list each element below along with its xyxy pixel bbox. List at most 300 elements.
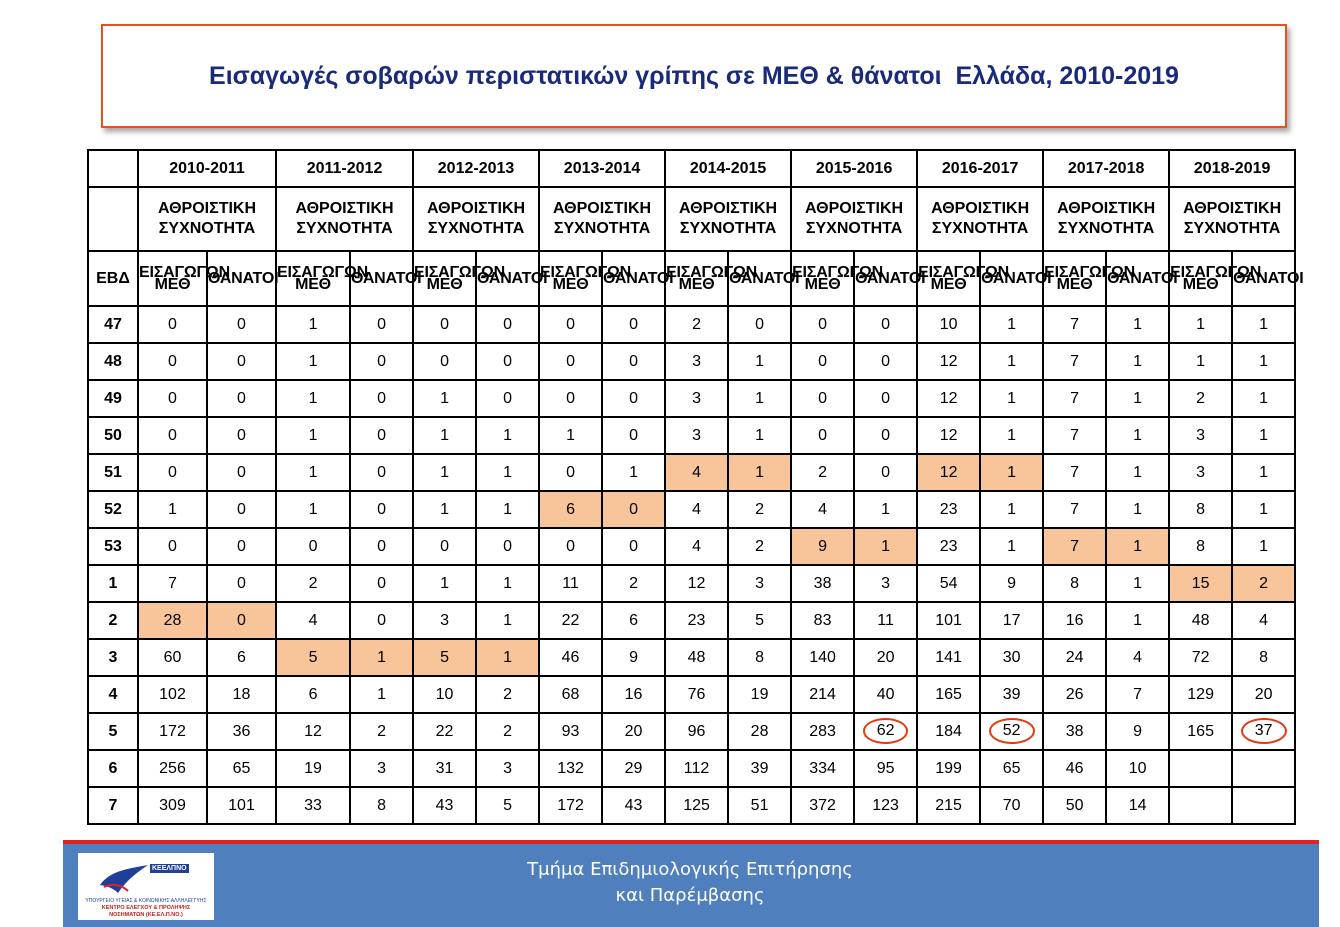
icu-admissions-cell: 0 <box>539 306 602 343</box>
deaths-cell: 0 <box>854 343 917 380</box>
icu-label-line-2: ΜΕΘ <box>295 275 331 293</box>
deaths-cell: 19 <box>728 676 791 713</box>
deaths-cell: 0 <box>207 565 276 602</box>
icu-admissions-cell: 1 <box>276 454 350 491</box>
icu-admissions-cell: 83 <box>791 602 854 639</box>
logo-tag: ΚΕΕΛΠΝΟ <box>152 865 187 872</box>
icu-admissions-subheader <box>917 251 1010 306</box>
icu-admissions-cell: 60 <box>138 639 207 676</box>
table-row <box>88 602 1295 639</box>
deaths-cell: 0 <box>854 417 917 454</box>
icu-admissions-cell: 96 <box>665 713 728 750</box>
icu-label-line-2: ΜΕΘ <box>930 275 967 293</box>
table-row <box>88 750 1295 787</box>
icu-admissions-cell: 68 <box>539 676 602 713</box>
icu-admissions-subheader <box>276 251 368 306</box>
deaths-cell: 4 <box>1232 602 1295 639</box>
icu-admissions-cell: 1 <box>276 306 350 343</box>
icu-admissions-cell: 172 <box>138 713 207 750</box>
icu-label-line-1: ΕΙΣΑΓΩΓΩΝ <box>1170 263 1262 281</box>
icu-admissions-cell: 1 <box>138 491 207 528</box>
deaths-cell: 3 <box>476 750 539 787</box>
deaths-cell: 28 <box>728 713 791 750</box>
deaths-cell: 1 <box>980 491 1043 528</box>
freq-line-1: ΑΘΡΟΙΣΤΙΚΗ <box>1183 200 1282 217</box>
icu-admissions-cell: 10 <box>413 676 476 713</box>
icu-admissions-cell: 0 <box>413 306 476 343</box>
deaths-cell: 65 <box>207 750 276 787</box>
season-header: 2015-2016 <box>791 150 917 187</box>
deaths-cell: 6 <box>207 639 276 676</box>
deaths-subheader: ΘΑΝΑΤΟΙ <box>602 251 665 306</box>
table-row <box>88 528 1295 565</box>
season-header: 2018-2019 <box>1169 150 1295 187</box>
icu-admissions-cell: 0 <box>413 528 476 565</box>
icu-admissions-cell: 0 <box>791 343 854 380</box>
footer-line-2: και Παρέμβασης <box>615 885 765 906</box>
season-header: 2013-2014 <box>539 150 665 187</box>
deaths-cell: 70 <box>980 787 1043 824</box>
deaths-cell: 3 <box>350 750 413 787</box>
deaths-cell: 51 <box>728 787 791 824</box>
season-header: 2014-2015 <box>665 150 791 187</box>
week-cell: 4 <box>88 676 138 713</box>
icu-admissions-cell: 12 <box>917 343 980 380</box>
deaths-cell: 18 <box>207 676 276 713</box>
cumulative-frequency-header <box>1043 187 1169 251</box>
freq-line-2: ΣΥΧΝΟΤΗΤΑ <box>296 220 393 237</box>
deaths-cell: 3 <box>728 565 791 602</box>
icu-admissions-cell: 1 <box>276 380 350 417</box>
week-cell: 1 <box>88 565 138 602</box>
deaths-cell: 0 <box>207 528 276 565</box>
deaths-cell: 9 <box>980 565 1043 602</box>
icu-admissions-subheader <box>539 251 631 306</box>
icu-admissions-cell: 1 <box>413 417 476 454</box>
icu-label-line-1: ΕΙΣΑΓΩΓΩΝ <box>139 263 230 281</box>
icu-admissions-cell: 5 <box>276 639 350 676</box>
icu-admissions-cell: 54 <box>917 565 980 602</box>
deaths-cell: 3 <box>854 565 917 602</box>
table-row <box>88 639 1295 676</box>
deaths-cell: 20 <box>1232 676 1295 713</box>
title-box <box>101 24 1287 128</box>
week-cell: 51 <box>88 454 138 491</box>
table-row <box>88 454 1295 491</box>
freq-line-2: ΣΥΧΝΟΤΗΤΑ <box>553 220 651 237</box>
icu-admissions-cell: 6 <box>539 491 602 528</box>
table-row <box>88 343 1295 380</box>
deaths-cell: 0 <box>350 528 413 565</box>
deaths-cell: 95 <box>854 750 917 787</box>
deaths-cell: 1 <box>1106 565 1169 602</box>
deaths-cell: 0 <box>207 491 276 528</box>
deaths-cell: 123 <box>854 787 917 824</box>
freq-line-2: ΣΥΧΝΟΤΗΤΑ <box>679 220 777 237</box>
deaths-cell: 2 <box>476 676 539 713</box>
deaths-cell: 0 <box>350 565 413 602</box>
deaths-cell: 1 <box>728 380 791 417</box>
icu-admissions-cell: 23 <box>917 528 980 565</box>
deaths-cell: 0 <box>207 417 276 454</box>
icu-admissions-cell: 4 <box>665 528 728 565</box>
icu-admissions-cell: 0 <box>539 380 602 417</box>
freq-line-1: ΑΘΡΟΙΣΤΙΚΗ <box>679 200 778 217</box>
icu-admissions-cell: 22 <box>539 602 602 639</box>
deaths-cell: 8 <box>728 639 791 676</box>
season-header: 2011-2012 <box>276 150 413 187</box>
deaths-cell: 1 <box>1232 343 1295 380</box>
deaths-cell: 30 <box>980 639 1043 676</box>
icu-admissions-cell: 7 <box>1043 380 1106 417</box>
corner-cell <box>88 150 138 187</box>
icu-admissions-cell: 129 <box>1169 676 1232 713</box>
icu-admissions-cell: 93 <box>539 713 602 750</box>
deaths-cell: 0 <box>350 343 413 380</box>
deaths-cell: 2 <box>350 713 413 750</box>
deaths-cell: 1 <box>1232 417 1295 454</box>
deaths-cell: 1 <box>1106 528 1169 565</box>
icu-admissions-cell: 4 <box>276 602 350 639</box>
icu-admissions-cell: 1 <box>276 343 350 380</box>
icu-admissions-cell: 4 <box>665 491 728 528</box>
icu-admissions-cell <box>1169 787 1232 824</box>
icu-admissions-cell: 48 <box>1169 602 1232 639</box>
icu-admissions-cell: 0 <box>138 306 207 343</box>
icu-admissions-cell: 5 <box>413 639 476 676</box>
icu-admissions-cell: 1 <box>1169 306 1232 343</box>
week-cell: 48 <box>88 343 138 380</box>
cumulative-frequency-header <box>138 187 276 251</box>
table-row <box>88 417 1295 454</box>
icu-admissions-cell: 8 <box>1169 491 1232 528</box>
deaths-cell: 40 <box>854 676 917 713</box>
icu-admissions-cell: 256 <box>138 750 207 787</box>
logo-text-ministry: ΥΠΟΥΡΓΕΙΟ ΥΓΕΙΑΣ & ΚΟΙΝΩΝΙΚΗΣ ΑΛΛΗΛΕΓΓΥΗΣ <box>85 898 207 904</box>
deaths-cell: 9 <box>602 639 665 676</box>
icu-admissions-cell: 43 <box>413 787 476 824</box>
week-cell: 50 <box>88 417 138 454</box>
week-cell: 47 <box>88 306 138 343</box>
deaths-cell: 0 <box>350 306 413 343</box>
table-row <box>88 787 1295 824</box>
deaths-cell: 10 <box>1106 750 1169 787</box>
week-cell: 2 <box>88 602 138 639</box>
icu-admissions-cell: 215 <box>917 787 980 824</box>
cumulative-frequency-header <box>791 187 917 251</box>
week-cell: 6 <box>88 750 138 787</box>
deaths-subheader: ΘΑΝΑΤΟΙ <box>1106 251 1169 306</box>
icu-admissions-cell: 141 <box>917 639 980 676</box>
icu-admissions-cell: 165 <box>1169 713 1232 750</box>
deaths-cell: 0 <box>602 528 665 565</box>
deaths-cell: 1 <box>728 454 791 491</box>
deaths-cell: 0 <box>350 491 413 528</box>
deaths-subheader: ΘΑΝΑΤΟΙ <box>476 251 539 306</box>
table-row <box>88 380 1295 417</box>
icu-admissions-cell: 7 <box>1043 528 1106 565</box>
cumulative-frequency-header <box>917 187 1043 251</box>
deaths-cell: 0 <box>207 602 276 639</box>
deaths-cell: 1 <box>1106 602 1169 639</box>
icu-admissions-cell: 22 <box>413 713 476 750</box>
deaths-cell: 0 <box>207 380 276 417</box>
icu-admissions-cell: 199 <box>917 750 980 787</box>
freq-line-1: ΑΘΡΟΙΣΤΙΚΗ <box>157 200 257 217</box>
deaths-cell: 1 <box>476 565 539 602</box>
deaths-cell: 2 <box>602 565 665 602</box>
icu-admissions-cell: 7 <box>1043 306 1106 343</box>
icu-label-line-1: ΕΙΣΑΓΩΓΩΝ <box>414 263 505 281</box>
icu-admissions-subheader <box>138 251 230 306</box>
deaths-cell: 6 <box>602 602 665 639</box>
season-header: 2017-2018 <box>1043 150 1169 187</box>
page-title: Εισαγωγές σοβαρών περιστατικών γρίπης σε ΜΕΘ & θάνατοι Ελλάδα, 2010-2019 <box>209 61 1179 90</box>
icu-admissions-cell: 0 <box>791 306 854 343</box>
freq-line-1: ΑΘΡΟΙΣΤΙΚΗ <box>553 200 652 217</box>
deaths-cell: 0 <box>207 306 276 343</box>
deaths-cell: 1 <box>980 306 1043 343</box>
icu-admissions-cell: 0 <box>539 343 602 380</box>
circled-value: 52 <box>989 718 1035 744</box>
week-cell: 3 <box>88 639 138 676</box>
deaths-cell: 16 <box>602 676 665 713</box>
icu-admissions-cell: 2 <box>791 454 854 491</box>
icu-admissions-cell: 0 <box>138 528 207 565</box>
icu-admissions-cell: 38 <box>791 565 854 602</box>
circled-value: 62 <box>863 718 909 744</box>
deaths-cell: 20 <box>602 713 665 750</box>
season-header: 2012-2013 <box>413 150 539 187</box>
icu-admissions-subheader <box>1043 251 1136 306</box>
icu-admissions-cell: 3 <box>1169 454 1232 491</box>
deaths-cell: 2 <box>728 491 791 528</box>
icu-admissions-cell: 165 <box>917 676 980 713</box>
icu-admissions-cell: 8 <box>1043 565 1106 602</box>
deaths-cell: 0 <box>602 491 665 528</box>
icu-label-line-1: ΕΙΣΑΓΩΓΩΝ <box>918 263 1010 281</box>
deaths-cell: 14 <box>1106 787 1169 824</box>
season-header: 2016-2017 <box>917 150 1043 187</box>
icu-admissions-cell <box>1169 750 1232 787</box>
icu-admissions-cell: 4 <box>791 491 854 528</box>
freq-line-2: ΣΥΧΝΟΤΗΤΑ <box>931 220 1029 237</box>
icu-label-line-1: ΕΙΣΑΓΩΓΩΝ <box>792 263 883 281</box>
icu-admissions-cell: 1 <box>413 491 476 528</box>
deaths-cell: 1 <box>854 491 917 528</box>
deaths-cell: 1 <box>1106 306 1169 343</box>
icu-admissions-cell: 102 <box>138 676 207 713</box>
deaths-cell: 1 <box>1232 491 1295 528</box>
icu-admissions-cell: 7 <box>1043 491 1106 528</box>
icu-admissions-cell: 15 <box>1169 565 1232 602</box>
deaths-cell: 0 <box>854 306 917 343</box>
icu-admissions-cell: 334 <box>791 750 854 787</box>
deaths-cell: 0 <box>602 380 665 417</box>
icu-admissions-cell: 38 <box>1043 713 1106 750</box>
icu-label-line-2: ΜΕΘ <box>426 275 463 293</box>
icu-admissions-cell: 9 <box>791 528 854 565</box>
icu-admissions-cell: 12 <box>917 417 980 454</box>
deaths-cell: 1 <box>980 528 1043 565</box>
deaths-cell <box>1232 713 1295 750</box>
icu-admissions-cell: 0 <box>791 380 854 417</box>
week-cell: 53 <box>88 528 138 565</box>
deaths-cell: 1 <box>1232 528 1295 565</box>
freq-line-1: ΑΘΡΟΙΣΤΙΚΗ <box>427 200 526 217</box>
deaths-cell: 1 <box>1232 306 1295 343</box>
icu-admissions-cell: 16 <box>1043 602 1106 639</box>
freq-line-1: ΑΘΡΟΙΣΤΙΚΗ <box>805 200 904 217</box>
deaths-cell: 0 <box>476 306 539 343</box>
icu-admissions-cell: 7 <box>1043 454 1106 491</box>
icu-admissions-cell: 46 <box>1043 750 1106 787</box>
footer-department <box>440 857 940 909</box>
icu-admissions-cell: 12 <box>917 380 980 417</box>
deaths-cell: 39 <box>728 750 791 787</box>
data-table <box>87 149 1304 825</box>
icu-label-line-2: ΜΕΘ <box>552 275 589 293</box>
icu-admissions-cell: 1 <box>413 454 476 491</box>
icu-admissions-cell: 76 <box>665 676 728 713</box>
icu-admissions-cell: 309 <box>138 787 207 824</box>
corner-cell <box>88 187 138 251</box>
freq-line-1: ΑΘΡΟΙΣΤΙΚΗ <box>931 200 1030 217</box>
deaths-cell: 1 <box>350 676 413 713</box>
deaths-cell: 1 <box>1106 491 1169 528</box>
icu-label-line-1: ΕΙΣΑΓΩΓΩΝ <box>540 263 631 281</box>
deaths-cell: 17 <box>980 602 1043 639</box>
freq-line-2: ΣΥΧΝΟΤΗΤΑ <box>1183 220 1281 237</box>
icu-admissions-cell: 0 <box>138 343 207 380</box>
deaths-cell: 1 <box>476 491 539 528</box>
circled-value: 37 <box>1241 718 1287 744</box>
cumulative-frequency-header <box>539 187 665 251</box>
deaths-cell: 0 <box>350 454 413 491</box>
icu-admissions-subheader <box>413 251 505 306</box>
icu-admissions-cell: 23 <box>917 491 980 528</box>
deaths-cell: 0 <box>476 343 539 380</box>
deaths-cell <box>854 713 917 750</box>
icu-admissions-cell: 1 <box>276 491 350 528</box>
deaths-cell: 11 <box>854 602 917 639</box>
icu-admissions-cell: 0 <box>539 528 602 565</box>
frequency-header-row <box>88 187 1295 251</box>
deaths-cell: 1 <box>854 528 917 565</box>
icu-admissions-cell: 23 <box>665 602 728 639</box>
icu-admissions-cell: 125 <box>665 787 728 824</box>
icu-admissions-cell: 19 <box>276 750 350 787</box>
icu-admissions-cell: 4 <box>665 454 728 491</box>
deaths-cell <box>980 713 1043 750</box>
deaths-cell: 0 <box>350 602 413 639</box>
icu-label-line-2: ΜΕΘ <box>1056 275 1093 293</box>
deaths-cell: 1 <box>980 380 1043 417</box>
deaths-cell: 36 <box>207 713 276 750</box>
icu-admissions-cell: 7 <box>138 565 207 602</box>
icu-admissions-cell: 8 <box>1169 528 1232 565</box>
icu-admissions-cell: 3 <box>665 343 728 380</box>
deaths-cell: 1 <box>476 602 539 639</box>
icu-admissions-cell: 12 <box>276 713 350 750</box>
icu-label-line-2: ΜΕΘ <box>804 275 841 293</box>
week-cell: 7 <box>88 787 138 824</box>
deaths-cell: 9 <box>1106 713 1169 750</box>
icu-admissions-cell: 11 <box>539 565 602 602</box>
deaths-cell: 4 <box>1106 639 1169 676</box>
icu-label-line-1: ΕΙΣΑΓΩΓΩΝ <box>1044 263 1136 281</box>
bird-logo-icon <box>96 861 156 901</box>
cumulative-frequency-header <box>665 187 791 251</box>
icu-admissions-cell: 2 <box>1169 380 1232 417</box>
deaths-cell: 0 <box>602 343 665 380</box>
icu-admissions-cell: 1 <box>276 417 350 454</box>
icu-admissions-cell: 0 <box>138 417 207 454</box>
deaths-cell: 0 <box>476 528 539 565</box>
deaths-cell: 1 <box>1106 380 1169 417</box>
cumulative-frequency-header <box>276 187 413 251</box>
icu-admissions-cell: 172 <box>539 787 602 824</box>
deaths-cell: 1 <box>350 639 413 676</box>
deaths-cell: 0 <box>728 306 791 343</box>
deaths-cell: 1 <box>1232 380 1295 417</box>
week-cell: 49 <box>88 380 138 417</box>
icu-admissions-subheader <box>791 251 883 306</box>
freq-line-1: ΑΘΡΟΙΣΤΙΚΗ <box>1057 200 1156 217</box>
deaths-subheader: ΘΑΝΑΤΟΙ <box>728 251 791 306</box>
icu-admissions-cell: 1 <box>1169 343 1232 380</box>
deaths-cell: 5 <box>728 602 791 639</box>
icu-admissions-cell: 101 <box>917 602 980 639</box>
icu-label-line-1: ΕΙΣΑΓΩΓΩΝ <box>277 263 368 281</box>
cumulative-frequency-header <box>413 187 539 251</box>
week-cell: 52 <box>88 491 138 528</box>
subheader-row <box>88 251 1295 306</box>
icu-admissions-cell: 1 <box>413 565 476 602</box>
icu-admissions-cell: 0 <box>138 380 207 417</box>
icu-admissions-cell: 26 <box>1043 676 1106 713</box>
deaths-cell: 1 <box>1106 454 1169 491</box>
deaths-cell: 65 <box>980 750 1043 787</box>
freq-line-2: ΣΥΧΝΟΤΗΤΑ <box>158 220 256 237</box>
deaths-cell: 0 <box>854 454 917 491</box>
deaths-cell: 1 <box>728 343 791 380</box>
deaths-cell: 1 <box>476 454 539 491</box>
logo-text-center: ΚΕΝΤΡΟ ΕΛΕΓΧΟΥ & ΠΡΟΛΗΨΗΣ <box>101 905 191 911</box>
icu-admissions-cell: 214 <box>791 676 854 713</box>
logo-text-acronym: ΝΟΣΗΜΑΤΩΝ (ΚΕ.ΕΛ.Π.ΝΟ.) <box>109 912 183 918</box>
deaths-cell: 39 <box>980 676 1043 713</box>
deaths-cell: 1 <box>980 454 1043 491</box>
table-row <box>88 306 1295 343</box>
deaths-cell: 0 <box>207 343 276 380</box>
freq-line-2: ΣΥΧΝΟΤΗΤΑ <box>805 220 903 237</box>
icu-admissions-cell: 0 <box>413 343 476 380</box>
table-row <box>88 676 1295 713</box>
freq-line-1: ΑΘΡΟΙΣΤΙΚΗ <box>295 200 394 217</box>
deaths-cell: 29 <box>602 750 665 787</box>
icu-label-line-2: ΜΕΘ <box>1182 275 1219 293</box>
icu-admissions-cell: 48 <box>665 639 728 676</box>
deaths-cell <box>1232 787 1295 824</box>
deaths-cell: 0 <box>602 417 665 454</box>
table-row <box>88 565 1295 602</box>
icu-admissions-cell: 372 <box>791 787 854 824</box>
keelpno-logo <box>78 853 214 920</box>
deaths-cell: 1 <box>728 417 791 454</box>
icu-admissions-cell: 24 <box>1043 639 1106 676</box>
deaths-subheader: ΘΑΝΑΤΟΙ <box>980 251 1043 306</box>
